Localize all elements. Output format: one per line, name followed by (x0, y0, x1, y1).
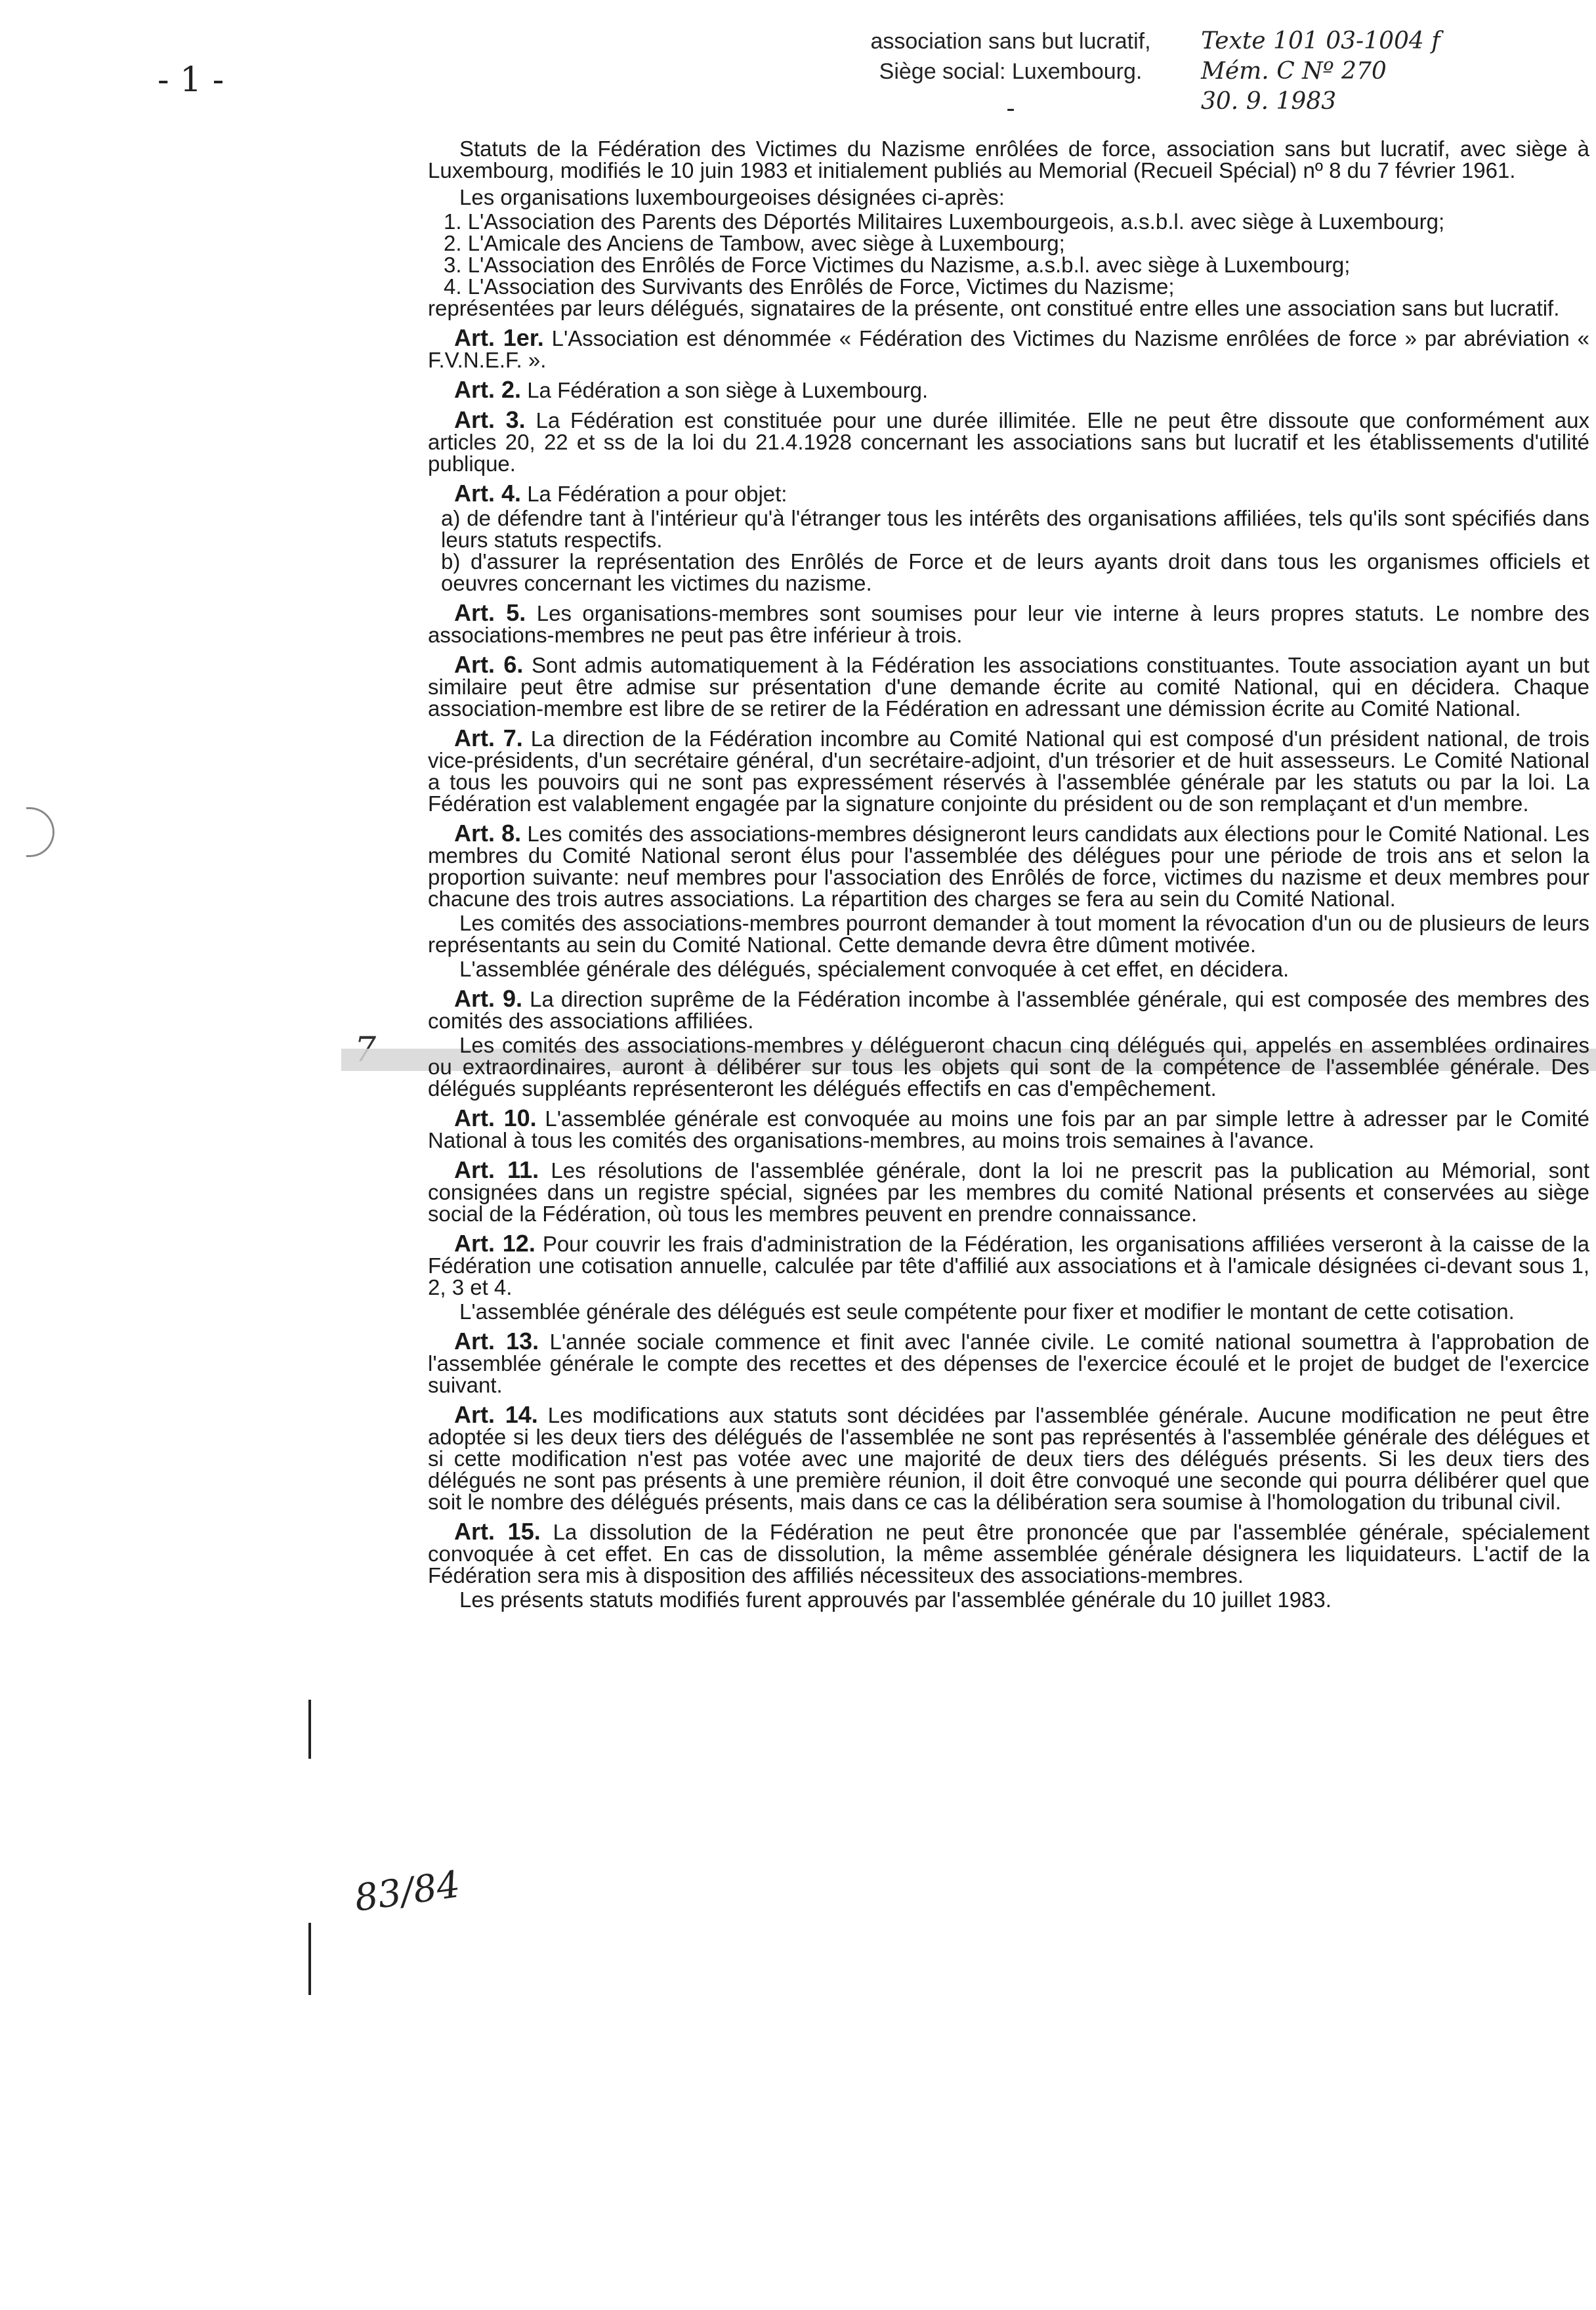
article-text: Pour couvrir les frais d'administration de la Fédération, les organisations affiliées verseront à la caisse de la Fédération une cotisation annuelle, calculée par tête d'affilié aux associations et à l'amicale désignées ci-devant sous 1, 2, 3 et 4. (428, 1232, 1590, 1299)
handwritten-line-2: Mém. C Nº 270 (1201, 58, 1387, 85)
punch-hole (26, 807, 54, 857)
article-number: Art. 9. (454, 985, 522, 1012)
article-9 (428, 985, 1589, 1033)
closing-paragraph: Les présents statuts modifiés furent approuvés par l'assemblée générale du 10 juillet 1983. (459, 1587, 1332, 1612)
article-15 (428, 1518, 1589, 1587)
article-number: Art. 6. (454, 651, 524, 678)
article-text: L'Association est dénommée « Fédération des Victimes du Nazisme enrôlées de force » par abréviation « F.V.N.E.F. ». (428, 326, 1589, 372)
article-text: La direction suprême de la Fédération incombe à l'assemblée générale, qui est composée des membres des comités des associations affiliées. (428, 987, 1589, 1033)
margin-handwritten-number: 83/84 (352, 1863, 463, 1920)
article-8 (428, 822, 1589, 910)
handwritten-line-3: 30. 9. 1983 (1201, 88, 1337, 115)
article-number: Art. 10. (454, 1104, 537, 1131)
article-number: Art. 3. (454, 406, 526, 433)
margin-rule (308, 1923, 311, 1995)
article-text: L'année sociale commence et finit avec l'année civile. Le comité national soumettra à l'approbation de l'assemblée générale le compte des recettes et des dépenses de l'exercice écoulé et le projet de budget de l'exercice suivant. (428, 1330, 1589, 1397)
orgs-intro: Les organisations luxembourgeoises désignées ci-après: (459, 185, 1005, 209)
article-12 (428, 1232, 1589, 1298)
article-7 (428, 724, 1589, 816)
article-8-paragraph: L'assemblée générale des délégués, spécialement convoquée à cet effet, en décidera. (459, 957, 1290, 981)
list-item: 4. L'Association des Survivants des Enrôlés de Force, Victimes du Nazisme; (444, 274, 1175, 299)
header-line-1: association sans but lucratif, (870, 29, 1151, 54)
intro-paragraph: Statuts de la Fédération des Victimes du Nazisme enrôlées de force, association sans but lucratif, avec siège à Luxembourg, modifiés le 10 juin 1983 et initialement publiés au Memorial (Recueil Spécial) nº 8 du 7 février 1961. (428, 136, 1589, 182)
handwritten-reference (1201, 26, 1568, 117)
organizations-list (444, 211, 1589, 297)
article-text: La Fédération a son siège à Luxembourg. (527, 378, 929, 402)
article-4 (428, 482, 1589, 505)
list-item: 2. L'Amicale des Anciens de Tambow, avec siège à Luxembourg; (444, 231, 1065, 255)
document-header (807, 26, 1214, 123)
statutes-body (428, 138, 1589, 1613)
article-text: Les comités des associations-membres désigneront leurs candidats aux élections pour le Comité National. Les membres du Comité National seront élus pour l'assemblée des délégues pour une période de trois ans et selon la proportion suivante: neuf membres pour l'association des Enrôlés de force, victimes du nazisme et deux membres pour chacune des trois autres associations. La répartition des charges se fera au sein du Comité National. (428, 822, 1589, 911)
page-number: - 1 - (158, 60, 224, 100)
article-text: Les organisations-membres sont soumises pour leur vie interne à leurs propres statuts. Le nombre des associations-membres ne peut pas être inférieur à trois. (428, 601, 1589, 647)
article-14 (428, 1401, 1589, 1514)
article-text: La direction de la Fédération incombre au Comité National qui est composé d'un président national, de trois vice-présidents, d'un secrétaire général, d'un secrétaire-adjoint, d'un trésorier et de huit assesseurs. Le Comité National a tous les pouvoirs qui ne sont pas expressément réservés à l'assemblée générale par les statuts ou par la loi. La Fédération est valablement engagée par la signature conjointe du président ou de son remplaçant et d'un membre. (428, 726, 1589, 816)
article-number: Art. 8. (454, 820, 522, 847)
article-4-item-b: b) d'assurer la représentation des Enrôlés de Force et de leurs ayants droit dans tous les organismes officiels et oeuvres concernant les victimes du nazisme. (441, 549, 1589, 595)
article-13 (428, 1330, 1589, 1396)
article-4-item-a: a) de défendre tant à l'intérieur qu'à l'étranger tous les intérêts des organisations affiliées, tels qu'ils sont spécifiés dans leurs statuts respectifs. (441, 506, 1589, 552)
margin-rule (308, 1700, 311, 1759)
article-number: Art. 5. (454, 599, 526, 626)
article-text: Sont admis automatiquement à la Fédération les associations constituantes. Toute association ayant un but similaire peut être admise sur présentation d'une demande écrite au comité National, qui en décidera. Chaque association-membre est libre de se retirer de la Fédération en adressant une démission écrite au Comité National. (428, 653, 1589, 721)
article-6 (428, 651, 1589, 721)
article-5 (428, 599, 1589, 647)
article-9-paragraph: Les comités des associations-membres y délégueront chacun cinq délégués qui, appelés en assemblées ordinaires ou extraordinaires, auront à délibérer sur tous les objets qui sont de la compétence de l'assemblée générale. Des délégués suppléants représenteront les délégués effectifs en cas d'empêchement. (428, 1033, 1589, 1101)
article-number: Art. 11. (454, 1156, 539, 1183)
article-number: Art. 1er. (454, 324, 544, 351)
article-1 (428, 324, 1589, 372)
handwritten-line-1: Texte 101 03-1004 f (1201, 28, 1440, 54)
article-number: Art. 7. (454, 724, 523, 751)
article-number: Art. 14. (454, 1401, 538, 1428)
article-11 (428, 1156, 1590, 1226)
article-8-paragraph: Les comités des associations-membres pourront demander à tout moment la révocation d'un ou de plusieurs de leurs représentants au sein du Comité National. Cette demande devra être dûment motivée. (428, 911, 1589, 957)
article-10 (428, 1104, 1590, 1152)
article-text: La Fédération a pour objet: (527, 482, 788, 506)
article-number: Art. 15. (454, 1518, 541, 1545)
article-12-paragraph: L'assemblée générale des délégués est seule compétente pour fixer et modifier le montant de cette cotisation. (459, 1299, 1515, 1324)
header-line-2: Siège social: Luxembourg. (879, 59, 1143, 84)
article-number: Art. 4. (454, 480, 522, 507)
article-text: Les modifications aux statuts sont décidées par l'assemblée générale. Aucune modification ne peut être adoptée si les deux tiers des délégués de l'assemblée ne sont pas représentés à l'assemblée générale des délégues et si cette modification n'est pas votée avec une majorité de deux tiers des délégués présents. Si les deux tiers des délégués ne sont pas présents à une première réunion, il doit être convoqué une seconde qui pourra délibérer quel que soit le nombre des délégués présents, mais dans ce cas la délibération sera soumise à l'homologation du tribunal civil. (428, 1403, 1589, 1514)
orgs-outro: représentées par leurs délégués, signataires de la présente, ont constitué entre elles une association sans but lucratif. (428, 296, 1560, 320)
article-2 (428, 376, 1589, 403)
article-number: Art. 2. (454, 376, 522, 403)
article-text: Les résolutions de l'assemblée générale, dont la loi ne prescrit pas la publication au Mémorial, sont consignées dans un registre spécial, signées par les membres du comité National présents et conservées au siège social de la Fédération, où tous les membres peuvent en prendre connaissance. (428, 1158, 1590, 1226)
list-item: 1. L'Association des Parents des Déportés Militaires Luxembourgeois, a.s.b.l. avec siège à Luxembourg; (444, 209, 1445, 234)
article-text: La Fédération est constituée pour une durée illimitée. Elle ne peut être dissoute que conformément aux articles 20, 22 et ss de la loi du 21.4.1928 concernant les associations sans but lucratif et les établissements d'utilité publique. (428, 408, 1590, 476)
header-dash: - (1006, 94, 1015, 123)
article-text: L'assemblée générale est convoquée au moins une fois par an par simple lettre à adresser par le Comité National à tous les comités des organisations-membres, au moins trois semaines à l'avance. (428, 1106, 1590, 1152)
list-item: 3. L'Association des Enrôlés de Force Victimes du Nazisme, a.s.b.l. avec siège à Luxembourg; (444, 253, 1351, 277)
article-number: Art. 13. (454, 1328, 539, 1354)
article-text: La dissolution de la Fédération ne peut être prononcée que par l'assemblée générale, spécialement convoquée à cet effet. En cas de dissolution, la même assemblée générale désignera les liquidateurs. L'actif de la Fédération sera mis à disposition des affiliés nécessiteux des associations-membres. (428, 1520, 1589, 1587)
article-3 (428, 406, 1590, 476)
article-number: Art. 12. (454, 1230, 536, 1257)
